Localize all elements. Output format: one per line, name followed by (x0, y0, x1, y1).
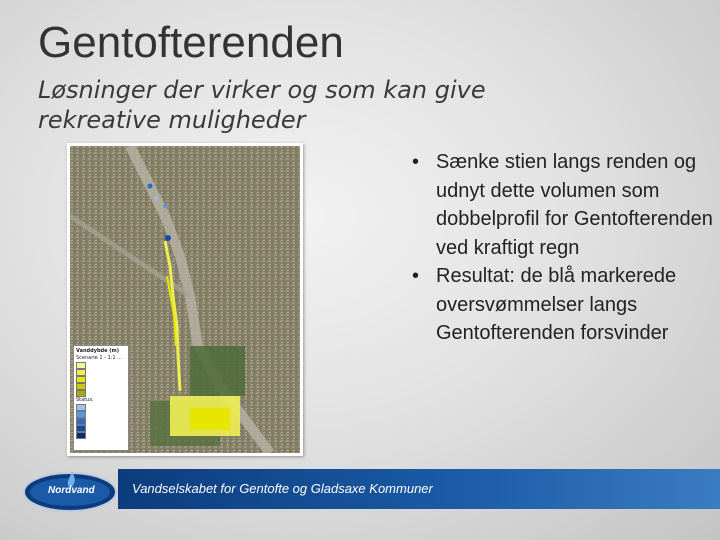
legend-row (76, 418, 126, 425)
footer-bar (118, 469, 720, 509)
legend-row (76, 369, 126, 376)
bullet-icon: • (412, 151, 420, 173)
legend-row (76, 411, 126, 418)
footer-text: Vandselskabet for Gentofte og Gladsaxe Kommuner (132, 481, 433, 496)
legend-row (76, 383, 126, 390)
flood-map-image (67, 143, 303, 456)
legend-title: Vanddybde (m) (76, 348, 120, 354)
legend-scenario: Scenarie 1 - 1:1 ... (76, 355, 122, 361)
legend-row (76, 362, 126, 369)
legend-row (76, 404, 126, 411)
slide-subtitle: Løsninger der virker og som kan give rekreative muligheder (38, 76, 486, 134)
bullet-item (412, 262, 718, 348)
logo-text: Nordvand (48, 485, 95, 496)
legend-row (76, 376, 126, 383)
legend-row (76, 432, 126, 439)
bullet-text: Sænke stien langs renden og udnyt dette volumen som dobbelprofil for Gentofterenden ved kraftigt regn (436, 151, 713, 259)
bullet-icon: • (412, 265, 420, 287)
nordvand-logo (22, 470, 118, 518)
legend-row (76, 390, 126, 397)
bullet-list (412, 148, 718, 348)
bullet-text: Resultat: de blå markerede oversvømmelser langs Gentofterenden forsvinder (436, 265, 677, 344)
legend-row (76, 425, 126, 432)
map-legend (73, 345, 129, 451)
slide-title: Gentofterenden (38, 18, 344, 67)
bullet-item (412, 148, 718, 262)
legend-status-label: Status: (76, 397, 94, 403)
